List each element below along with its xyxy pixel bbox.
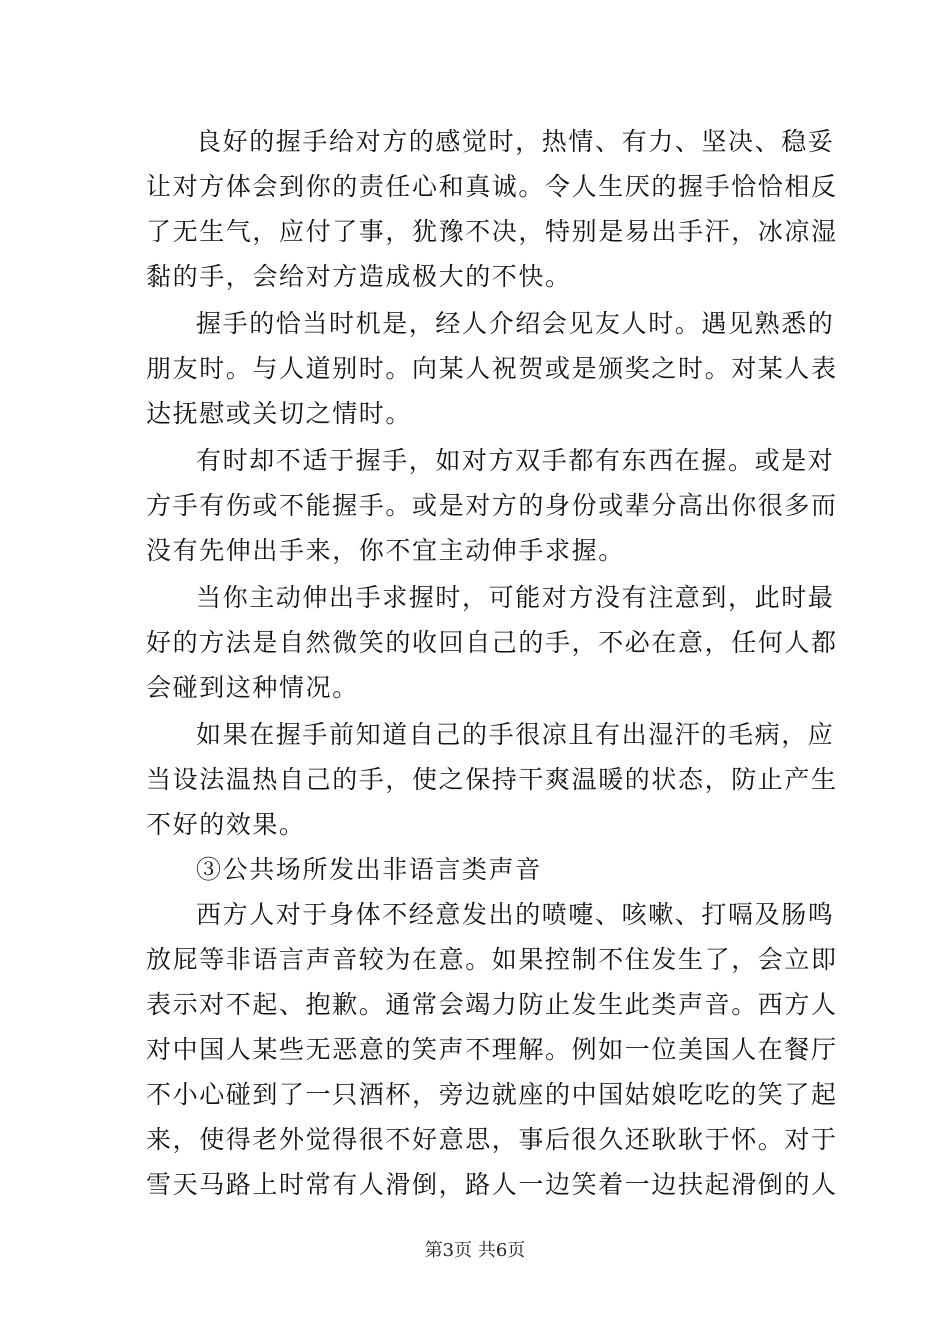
paragraph-line: 黏的手，会给对方造成极大的不快。 bbox=[146, 262, 572, 291]
paragraph-line: 当你主动伸出手求握时，可能对方没有注意到，此时最 bbox=[196, 583, 835, 612]
paragraph-line: 西方人对于身体不经意发出的喷嚏、咳嗽、打嗝及肠鸣 bbox=[196, 900, 835, 929]
paragraph-line: 了无生气，应付了事，犹豫不决，特别是易出手汗，冰凉湿 bbox=[146, 217, 838, 246]
paragraph-line: 握手的恰当时机是，经人介绍会见友人时。遇见熟悉的 bbox=[196, 309, 835, 338]
section-heading: ③公共场所发出非语言类声音 bbox=[196, 855, 542, 884]
paragraph-line: 让对方体会到你的责任心和真诚。令人生厌的握手恰恰相反 bbox=[146, 172, 838, 201]
paragraph-line: 好的方法是自然微笑的收回自己的手，不必在意，任何人都 bbox=[146, 628, 838, 657]
paragraph-line: 没有先伸出手来，你不宜主动伸手求握。 bbox=[146, 536, 625, 565]
paragraph-line: 达抚慰或关切之情时。 bbox=[146, 399, 413, 428]
paragraph-line: 有时却不适于握手，如对方双手都有东西在握。或是对 bbox=[196, 446, 835, 475]
page-number-footer: 第3页 共6页 bbox=[424, 1240, 526, 1261]
paragraph-line: 当设法温热自己的手，使之保持干爽温暖的状态，防止产生 bbox=[146, 765, 838, 794]
paragraph-line: 良好的握手给对方的感觉时，热情、有力、坚决、稳妥 bbox=[196, 127, 835, 156]
paragraph-line: 雪天马路上时常有人滑倒，路人一边笑着一边扶起滑倒的人 bbox=[146, 1170, 838, 1199]
paragraph-line: 来，使得老外觉得很不好意思，事后很久还耿耿于怀。对于 bbox=[146, 1125, 838, 1154]
paragraph-line: 如果在握手前知道自己的手很凉且有出湿汗的毛病，应 bbox=[196, 720, 835, 749]
paragraph-line: 方手有伤或不能握手。或是对方的身份或辈分高出你很多而 bbox=[146, 491, 838, 520]
paragraph-line: 不小心碰到了一只酒杯，旁边就座的中国姑娘吃吃的笑了起 bbox=[146, 1080, 838, 1109]
paragraph-line: 会碰到这种情况。 bbox=[146, 673, 359, 702]
paragraph-line: 放屁等非语言声音较为在意。如果控制不住发生了，会立即 bbox=[146, 945, 838, 974]
paragraph-line: 不好的效果。 bbox=[146, 810, 306, 839]
paragraph-line: 表示对不起、抱歉。通常会竭力防止发生此类声音。西方人 bbox=[146, 990, 838, 1019]
paragraph-line: 朋友时。与人道别时。向某人祝贺或是颁奖之时。对某人表 bbox=[146, 354, 838, 383]
paragraph-line: 对中国人某些无恶意的笑声不理解。例如一位美国人在餐厅 bbox=[146, 1035, 838, 1064]
